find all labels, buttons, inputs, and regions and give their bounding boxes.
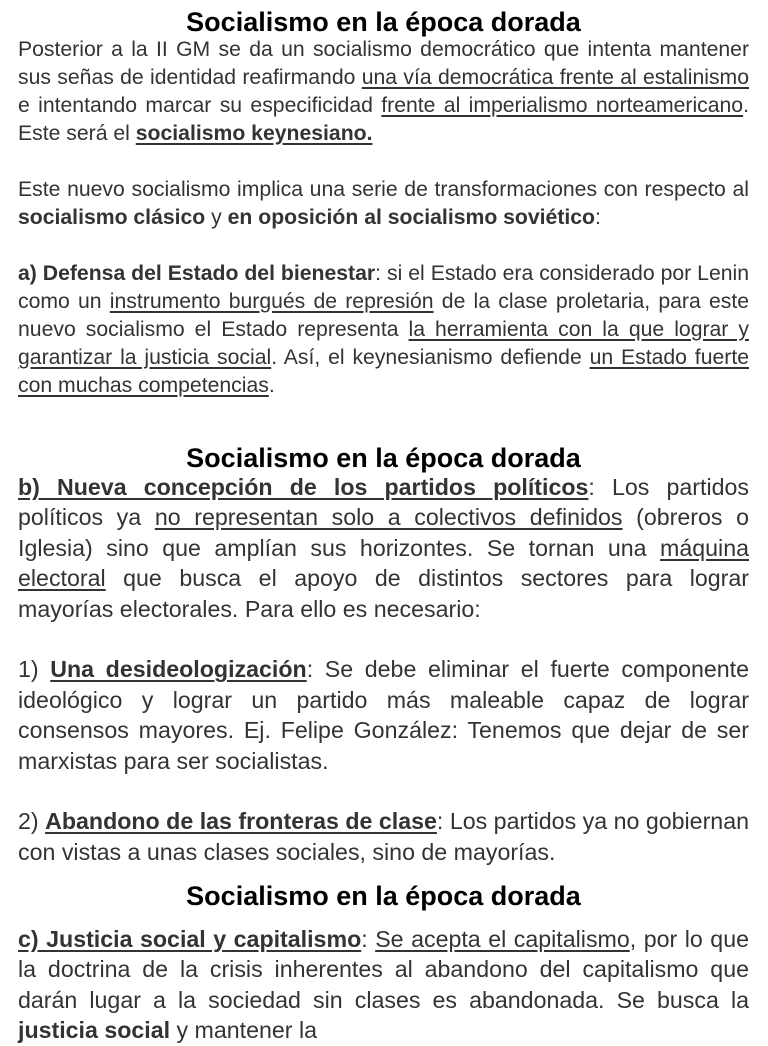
- underlined-phrase: Se acepta el capitalismo: [375, 926, 630, 952]
- social-justice-paragraph: c) Justicia social y capitalismo: Se acepta el capitalismo, por lo que la doctrina de la crisis inherentes al abandono del capitalismo que darán lugar a la sociedad sin clases es abandonada. Se busca la justicia social y mantener la: [18, 926, 749, 1044]
- list-item-2: 2) Abandono de las fronteras de clase: Los partidos ya no gobiernan con vistas a unas clases sociales, sino de mayorías.: [18, 808, 749, 865]
- underlined-phrase: un Estado fuerte con muchas competencias: [18, 346, 749, 397]
- section-heading-a: a) Defensa del Estado del bienestar: [18, 262, 376, 285]
- slide-title: Socialismo en la época dorada: [186, 881, 581, 911]
- paragraph-gap: [18, 148, 749, 176]
- transformations-paragraph: Este nuevo socialismo implica una serie de transformaciones con respecto al socialismo clásico y en oposición al socialismo soviético:: [18, 178, 749, 229]
- slide-title: Socialismo en la época dorada: [186, 7, 581, 37]
- bold-term: socialismo clásico: [18, 206, 206, 229]
- list-item-1: 1) Una desideologización: Se debe eliminar el fuerte componente ideológico y lograr un partido más maleable capaz de lograr consensos mayores. Ej. Felipe González: Tenemos que dejar de ser marxistas para ser socialistas.: [18, 656, 749, 774]
- underlined-phrase: máquina electoral: [18, 534, 749, 592]
- section-heading-b: b) Nueva concepción de los partidos políticos: [18, 474, 589, 500]
- underlined-phrase: la herramienta con la que lograr y garantizar la justicia social: [18, 318, 749, 369]
- underlined-phrase: no representan solo a colectivos definidos: [154, 504, 623, 531]
- section-heading-c: c) Justicia social y capitalismo: [18, 926, 362, 952]
- underlined-phrase: frente al imperialismo norteamericano: [381, 94, 744, 117]
- intro-paragraph: Posterior a la II GM se da un socialismo democrático que intenta mantener sus señas de identidad reafirmando una vía democrática frente al estalinismo e intentando marcar su especificidad frente al imperialismo norteamericano. Este será el socialismo keynesiano.: [18, 38, 749, 145]
- slide-1: [18, 8, 749, 400]
- paragraph-gap: [18, 232, 749, 260]
- bold-term: justicia social: [18, 1017, 171, 1044]
- key-term: socialismo keynesiano.: [135, 122, 373, 145]
- list-item-heading: Una desideologización: [50, 656, 307, 683]
- slide-3: [18, 882, 749, 1046]
- underlined-phrase: instrumento burgués de represión: [109, 290, 434, 313]
- paragraph-gap: [18, 624, 749, 654]
- slide-2: [18, 444, 749, 867]
- parties-paragraph: b) Nueva concepción de los partidos políticos: Los partidos políticos ya no representan solo a colectivos definidos (obreros o Iglesia) sino que amplían sus horizontes. Se tornan una máquina electoral que busca el apoyo de distintos sectores para lograr mayorías electorales. Para ello es necesario:: [18, 474, 750, 622]
- underlined-phrase: una vía democrática frente al estalinismo: [361, 66, 749, 89]
- paragraph-gap: [18, 776, 749, 806]
- list-item-heading: Abandono de las fronteras de clase: [45, 808, 437, 835]
- bold-term: en oposición al socialismo soviético: [227, 206, 595, 229]
- welfare-state-paragraph: a) Defensa del Estado del bienestar: si el Estado era considerado por Lenin como un instrumento burgués de represión de la clase proletaria, para este nuevo socialismo el Estado representa la herramienta con la que lograr y garantizar la justicia social. Así, el keynesianismo defiende un Estado fuerte con muchas competencias.: [18, 262, 750, 397]
- slide-title: Socialismo en la época dorada: [186, 443, 581, 473]
